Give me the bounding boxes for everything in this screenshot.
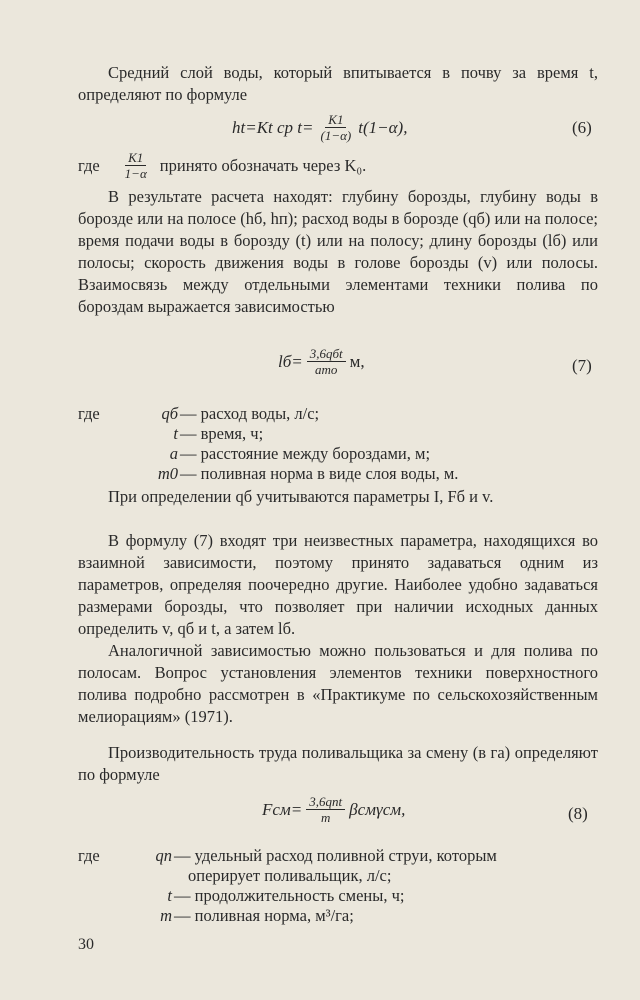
definition-row <box>78 424 598 444</box>
formula-7-fraction <box>307 346 346 377</box>
definition-lead <box>78 886 112 906</box>
formula-7-numerator: 3,6qбt <box>307 346 346 362</box>
k0-numerator: K1 <box>125 150 146 166</box>
formula-7 <box>278 346 365 377</box>
formula-8-lhs: Fсм= <box>262 799 303 819</box>
definition-row <box>78 444 598 464</box>
paragraph-7: Производительность труда поливальщика за смену (в га) определяют по формуле <box>78 743 598 784</box>
formula-7-definitions <box>78 404 598 484</box>
paragraph-4: При определении qб учитываются параметры I, Fб и v. <box>108 487 494 506</box>
definition-text: — расстояние между бороздами, м; <box>180 444 431 463</box>
definition-row <box>78 846 598 866</box>
definition-symbol <box>112 866 188 886</box>
definition-symbol: qб <box>161 404 178 423</box>
formula-8-fraction <box>306 794 345 825</box>
definition-row <box>78 866 598 886</box>
formula-8-denominator: m <box>321 810 331 825</box>
formula-7-denominator: amо <box>315 362 338 377</box>
definition-lead <box>78 866 112 886</box>
k0-definition <box>78 150 366 181</box>
definition-lead <box>78 464 112 484</box>
definition-symbol: a <box>169 444 178 463</box>
formula-8-tail: βсмγсм, <box>349 799 406 819</box>
k0-denominator: 1−α <box>124 166 147 181</box>
formula-8 <box>262 794 405 825</box>
k0-text: принято обозначать через K₀. <box>159 155 367 175</box>
definition-row <box>78 464 598 484</box>
formula-6-lhs: ht=Kt ср t= <box>232 117 314 137</box>
formula-7-tail: м, <box>349 351 365 371</box>
paragraph-1: Средний слой воды, который впитывается в почву за время t, определяют по формуле <box>78 63 598 104</box>
definition-text: — расход воды, л/с; <box>180 404 320 423</box>
formula-7-lhs: lб= <box>278 351 303 371</box>
equation-number-6: (6) <box>572 118 592 137</box>
formula-6-denominator: (1−α) <box>320 128 352 143</box>
definition-row <box>78 404 598 424</box>
definition-text: — поливная норма в виде слоя воды, м. <box>180 464 459 483</box>
formula-8-numerator: 3,6qпt <box>306 794 345 810</box>
definition-symbol: t <box>167 886 172 905</box>
formula-6-fraction <box>318 112 355 143</box>
definition-text: — удельный расход поливной струи, которым <box>174 846 497 865</box>
definition-text: — поливная норма, м³/га; <box>174 906 354 925</box>
definition-symbol: m0 <box>157 464 178 483</box>
paragraph-5: В формулу (7) входят три неизвестных параметра, находящихся во взаимной зависимости, поэтому принято задаваться одним из параметров, определяя поочередно другие. Наиболее удобно задаваться размерами борозды, что позволяет при наличии исходных данных определить v, qб и t, а затем lб. <box>78 531 598 638</box>
page-number: 30 <box>78 936 94 953</box>
definition-lead <box>78 444 112 464</box>
where-label: где <box>78 155 100 175</box>
formula-6-tail: t(1−α), <box>358 117 408 137</box>
k0-fraction <box>122 150 150 181</box>
paragraph-3: В результате расчета находят: глубину борозды, глубину воды в борозде или на полосе (hб, hп); расход воды в борозде (qб) или на полосе; время подачи воды в борозду (t) или на полосу; длину борозды (lб) или полосы; скорость движения воды в голове борозды (v) или полосы. Взаимосвязь между отдельными элементами техники полива по бороздам выражается зависимостью <box>78 187 598 316</box>
definition-row <box>78 886 598 906</box>
paragraph-6: Аналогичной зависимостью можно пользоваться и для полива по полосам. Вопрос установления элементов техники поверхностного полива подробно рассмотрен в «Практикуме по сельскохозяйственным мелиорациям» (1971). <box>78 641 598 726</box>
definition-text: — время, ч; <box>180 424 264 443</box>
definition-lead <box>78 424 112 444</box>
equation-number-8: (8) <box>568 804 588 823</box>
definition-symbol: m <box>160 906 172 925</box>
equation-number-7: (7) <box>572 356 592 375</box>
definition-lead: где <box>78 846 100 865</box>
definition-text: — продолжительность смены, ч; <box>174 886 405 905</box>
formula-8-definitions <box>78 846 598 926</box>
definition-text: оперирует поливальщик, л/с; <box>188 866 392 885</box>
definition-symbol: t <box>173 424 178 443</box>
definition-symbol: qп <box>155 846 172 865</box>
formula-6 <box>232 112 407 143</box>
definition-lead: где <box>78 404 100 423</box>
definition-lead <box>78 906 112 926</box>
definition-row <box>78 906 598 926</box>
formula-6-numerator: K1 <box>325 112 346 128</box>
